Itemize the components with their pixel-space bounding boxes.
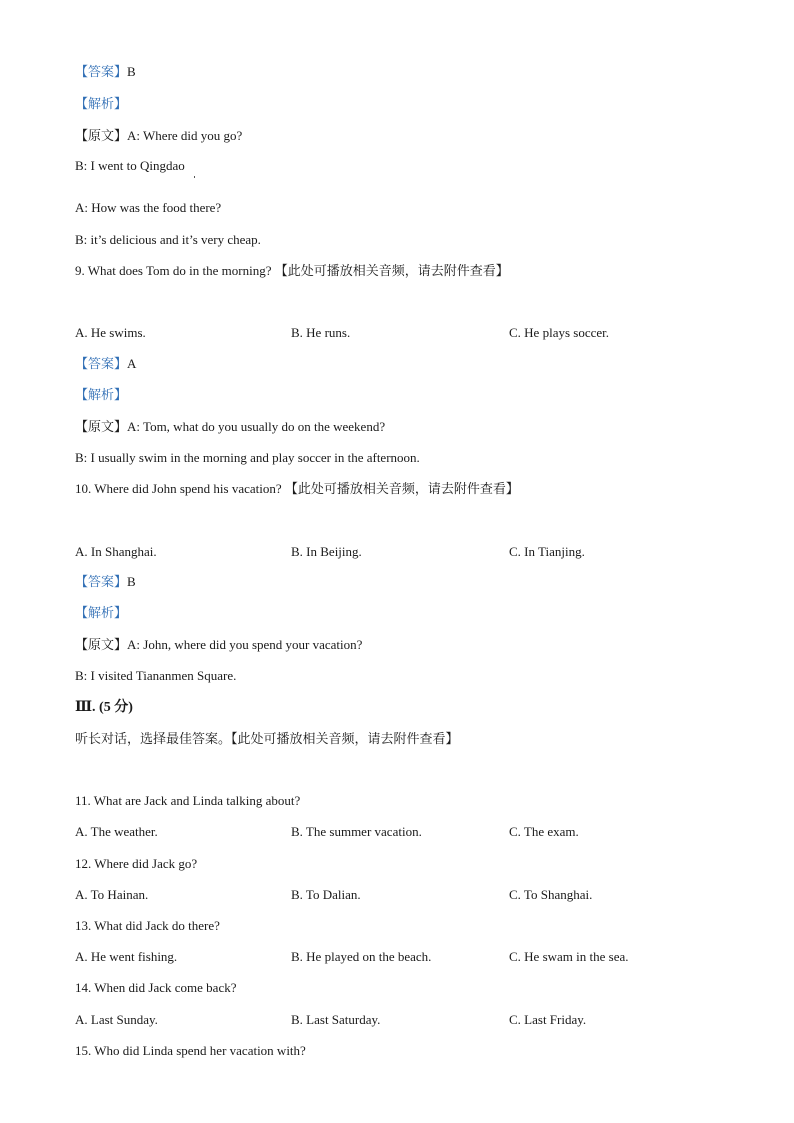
transcript-line: B: I went to Qingdao xyxy=(75,158,185,173)
question-12: 12. Where did Jack go? xyxy=(75,856,198,871)
transcript-label: 【原文】 xyxy=(75,419,128,434)
option-a: A. To Hainan. xyxy=(75,887,149,902)
analysis-label: 【解析】 xyxy=(75,96,128,111)
option-c: C. Last Friday. xyxy=(509,1012,587,1027)
option-b: B. In Beijing. xyxy=(291,544,362,559)
stray-mark xyxy=(194,176,195,178)
option-b: B. He runs. xyxy=(291,325,351,340)
transcript-line: B: it’s delicious and it’s very cheap. xyxy=(75,232,261,247)
section-instruction: 听长对话，选择最佳答案。【此处可播放相关音频，请去附件查看】 xyxy=(75,731,459,746)
answer-value: B xyxy=(127,64,136,79)
transcript-text: A: Tom, what do you usually do on the weekend? xyxy=(127,419,386,434)
section-heading: Ⅲ. (5 分) xyxy=(75,700,133,715)
transcript-line: A: How was the food there? xyxy=(75,200,222,215)
option-c: C. In Tianjing. xyxy=(509,544,585,559)
transcript-text: A: Where did you go? xyxy=(127,128,243,143)
option-a: A. The weather. xyxy=(75,824,158,839)
answer-label: 【答案】 xyxy=(75,356,128,371)
analysis-label: 【解析】 xyxy=(75,387,128,402)
transcript-line xyxy=(75,127,242,145)
option-c: C. The exam. xyxy=(509,824,579,839)
question-10: 10. Where did John spend his vacation? 【此处可播放相关音频，请去附件查看】 xyxy=(75,481,519,496)
question-15: 15. Who did Linda spend her vacation with? xyxy=(75,1043,306,1058)
option-a: A. He swims. xyxy=(75,325,146,340)
option-c: C. He swam in the sea. xyxy=(509,949,629,964)
answer-value: B xyxy=(127,574,136,589)
answer-line xyxy=(75,355,136,373)
transcript-line xyxy=(75,418,385,436)
question-13: 13. What did Jack do there? xyxy=(75,918,220,933)
analysis-label: 【解析】 xyxy=(75,605,128,620)
option-c: C. To Shanghai. xyxy=(509,887,593,902)
option-b: B. He played on the beach. xyxy=(291,949,432,964)
option-b: B. Last Saturday. xyxy=(291,1012,381,1027)
option-a: A. Last Sunday. xyxy=(75,1012,158,1027)
transcript-text: A: John, where did you spend your vacation? xyxy=(127,637,363,652)
option-a: A. He went fishing. xyxy=(75,949,178,964)
option-c: C. He plays soccer. xyxy=(509,325,610,340)
question-14: 14. When did Jack come back? xyxy=(75,980,237,995)
option-b: B. To Dalian. xyxy=(291,887,361,902)
transcript-line xyxy=(75,636,362,654)
answer-label: 【答案】 xyxy=(75,64,128,79)
answer-label: 【答案】 xyxy=(75,574,128,589)
option-b: B. The summer vacation. xyxy=(291,824,422,839)
transcript-label: 【原文】 xyxy=(75,637,128,652)
transcript-label: 【原文】 xyxy=(75,128,128,143)
transcript-line: B: I visited Tiananmen Square. xyxy=(75,668,237,683)
answer-value: A xyxy=(127,356,137,371)
answer-line xyxy=(75,573,136,591)
transcript-line: B: I usually swim in the morning and play soccer in the afternoon. xyxy=(75,450,420,465)
answer-line xyxy=(75,63,136,81)
question-11: 11. What are Jack and Linda talking about? xyxy=(75,793,301,808)
question-9: 9. What does Tom do in the morning? 【此处可播放相关音频，请去附件查看】 xyxy=(75,263,509,278)
option-a: A. In Shanghai. xyxy=(75,544,157,559)
